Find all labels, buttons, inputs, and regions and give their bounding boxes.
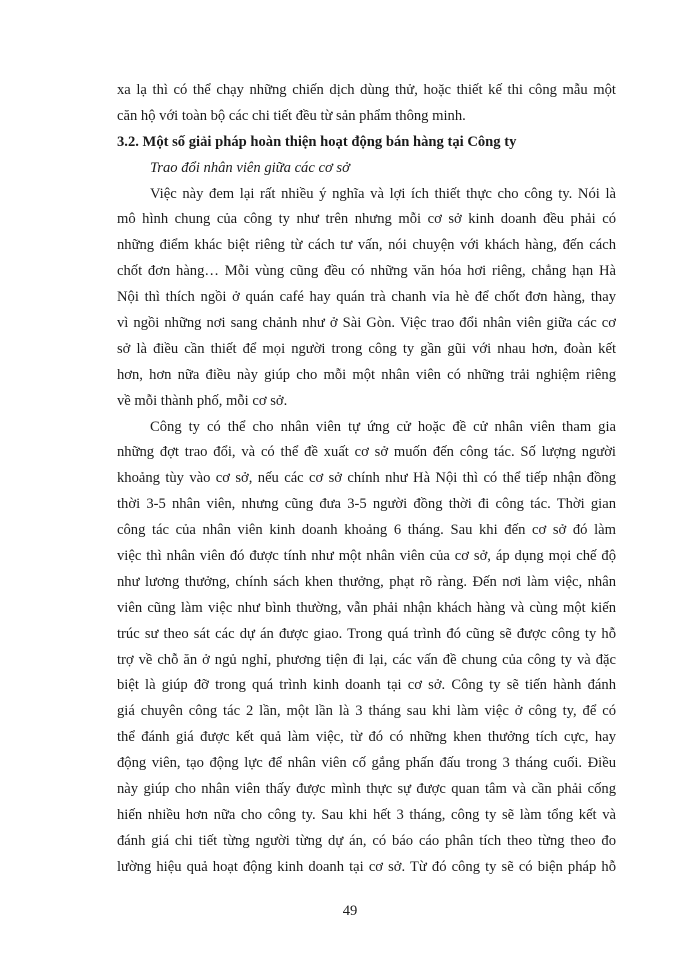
text-line: viên cũng làm việc như bình thường, vẫn phải nhận khách hàng và cùng một kiến: [117, 599, 616, 616]
text-line: vì ngồi những nơi sang chảnh như ở Sài Gòn. Việc trao đổi nhân viên giữa các cơ: [117, 315, 616, 332]
text-line: trợ về chỗ ăn ở ngủ nghỉ, phương tiện đi lại, các vấn đề chung của công ty và đặc: [117, 651, 616, 668]
text-line: này giúp cho nhân viên thấy được mình thực sự được quan tâm và cần phải cống: [117, 781, 616, 798]
continuation-paragraph: [117, 78, 616, 130]
text-line: hơn, hơn nữa điều này giúp cho mỗi một nhân viên có những trải nghiệm riêng: [117, 366, 616, 383]
text-line: mô hình chung của công ty như trên nhưng mỗi cơ sở kinh doanh đều phải có: [117, 211, 616, 228]
text-line: biệt là giúp đỡ trong quá trình kinh doanh tại cơ sở. Công ty sẽ tiến hành đánh: [117, 677, 616, 694]
text-line: Nội thì thích ngồi ở quán café hay quán trà chanh vỉa hè để chốt đơn hàng, thay: [117, 289, 616, 306]
text-line: những điểm khác biệt riêng từ cách tư vấn, nói chuyện với khách hàng, đến cách: [117, 237, 616, 254]
text-line: khoảng tùy vào cơ sở, nếu các cơ sở chính như Hà Nội thì có thể tiếp nhận đồng: [117, 470, 616, 487]
text-line: công tác của nhân viên kinh doanh khoảng 6 tháng. Sau khi đến cơ sở đó làm: [117, 522, 616, 539]
text-line: Công ty có thể cho nhân viên tự ứng cử hoặc đề cử nhân viên tham gia: [150, 418, 616, 435]
text-line: trúc sư theo sát các dự án được giao. Trong quá trình đó cũng sẽ được công ty hỗ: [117, 625, 616, 642]
text-line: giá chuyên công tác 2 lần, một lần là 3 tháng sau khi làm việc ở công ty, để có: [117, 703, 616, 720]
text-line: sở là điều cần thiết để mọi người trong công ty gần gũi với nhau hơn, đoàn kết: [117, 340, 616, 357]
text-line: xa lạ thì có thể chạy những chiến dịch dùng thử, hoặc thiết kế thi công mẫu một: [117, 82, 616, 98]
text-line: những đợt trao đổi, và có thể đề xuất cơ sở muốn đến công tác. Số lượng người: [117, 444, 616, 461]
text-line: chốt đơn hàng… Mỗi vùng cũng đều có những văn hóa hơi riêng, chẳng hạn Hà: [117, 263, 616, 280]
text-line: căn hộ với toàn bộ các chi tiết đều từ sản phẩm thông minh.: [117, 107, 466, 124]
section-subheading: Trao đổi nhân viên giữa các cơ sở: [150, 159, 350, 176]
document-page: [117, 78, 616, 881]
text-line: động viên, tạo động lực để nhân viên cố gắng phấn đấu trong 3 tháng cuối. Điều: [117, 755, 616, 772]
text-line: đánh giá chi tiết từng người từng dự án, có báo cáo phân tích theo từng theo đo: [117, 832, 616, 849]
text-line: như lương thưởng, chính sách khen thưởng, phạt rõ ràng. Đến nơi làm việc, nhân: [117, 573, 616, 590]
text-line: thể đánh giá được kết quả làm việc, từ đó có những khen thưởng tích cực, hay: [117, 729, 616, 746]
text-line: về mỗi thành phố, mỗi cơ sở.: [117, 392, 288, 409]
text-line: hiến nhiều hơn nữa cho công ty. Sau khi hết 3 tháng, công ty sẽ làm tổng kết và: [117, 806, 616, 823]
page-number: 49: [342, 903, 358, 919]
text-line: lường hiệu quả hoạt động kinh doanh tại cơ sở. Từ đó công ty sẽ có biện pháp hỗ: [117, 858, 616, 875]
paragraph-exchange-process: [117, 415, 616, 881]
section-heading: 3.2. Một số giải pháp hoàn thiện hoạt động bán hàng tại Công ty: [117, 133, 517, 150]
text-line: thời 3-5 nhân viên, nhưng cũng đưa 3-5 người đồng thời đi công tác. Thời gian: [117, 496, 616, 513]
text-line: việc thì nhân viên đó được tính như một nhân viên của cơ sở, áp dụng mọi chế độ: [117, 548, 616, 565]
text-line: Việc này đem lại rất nhiều ý nghĩa và lợi ích thiết thực cho công ty. Nói là: [150, 185, 616, 202]
paragraph-exchange-benefits: [117, 182, 616, 415]
